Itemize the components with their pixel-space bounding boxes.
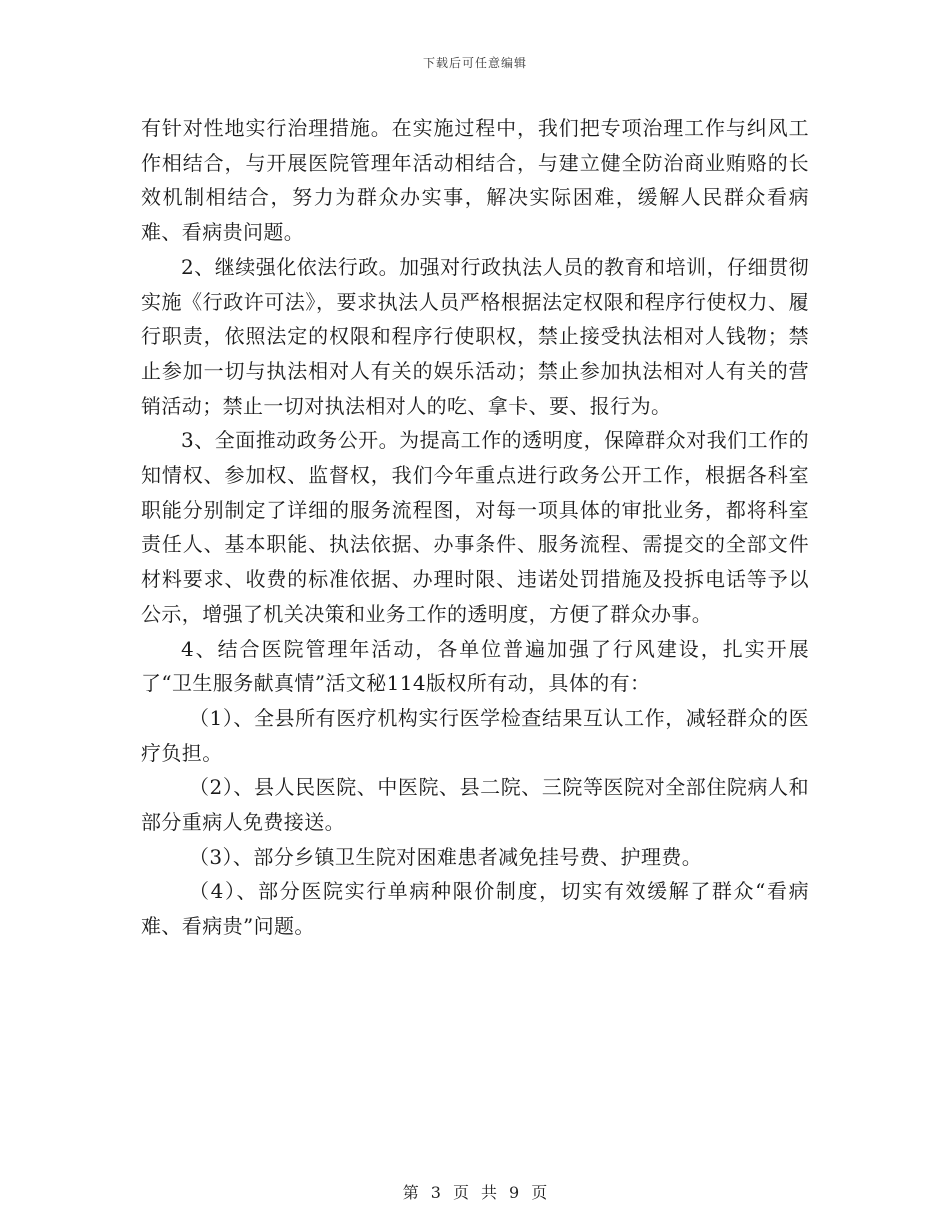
footer-page-word: 页 — [452, 1183, 469, 1202]
paragraph-subitem-1: （1）、全县所有医疗机构实行医学检查结果互认工作，减轻群众的医疗负担。 — [141, 705, 809, 765]
paragraph-continuation: 有针对性地实行治理措施。在实施过程中，我们把专项治理工作与纠风工作相结合，与开展医院管理年活动相结合，与建立健全防治商业贿赂的长效机制相结合，努力为群众办实事，解决实际困难，缓解人民群众看病难、看病贵问题。 — [141, 116, 809, 245]
paragraph-subitem-2: （2）、县人民医院、中医院、县二院、三院等医院对全部住院病人和部分重病人免费接送。 — [141, 775, 809, 835]
document-body — [141, 111, 809, 944]
paragraph-item-4: 4、结合医院管理年活动，各单位普遍加强了行风建设，扎实开展了“卫生服务献真情”活文秘114版权所有动，具体的有： — [141, 636, 809, 696]
footer-total-word: 共 — [481, 1183, 498, 1202]
total-page-number: 9 — [509, 1183, 520, 1202]
footer-suffix: 页 — [531, 1183, 548, 1202]
paragraph-item-2: 2、继续强化依法行政。加强对行政执法人员的教育和培训，仔细贯彻实施《行政许可法》，要求执法人员严格根据法定权限和程序行使权力、履行职责，依照法定的权限和程序行使职权，禁止接受执法相对人钱物；禁止参加一切与执法相对人有关的娱乐活动；禁止参加执法相对人有关的营销活动；禁止一切对执法相对人的吃、拿卡、要、报行为。 — [141, 254, 809, 418]
paragraph-subitem-4: （4）、部分医院实行单病种限价制度，切实有效缓解了群众“看病难、看病贵”问题。 — [141, 879, 809, 939]
page-header: 下载后可任意编辑 — [422, 56, 527, 70]
current-page-number: 3 — [430, 1183, 441, 1202]
paragraph-item-3: 3、全面推动政务公开。为提高工作的透明度，保障群众对我们工作的知情权、参加权、监督权，我们今年重点进行政务公开工作，根据各科室职能分别制定了详细的服务流程图，对每一项具体的审批业务，都将科室责任人、基本职能、执法依据、办事条件、服务流程、需提交的全部文件材料要求、收费的标准依据、办理时限、违诺处罚措施及投拆电话等予以公示，增强了机关决策和业务工作的透明度，方便了群众办事。 — [141, 428, 809, 626]
footer-prefix: 第 — [402, 1183, 419, 1202]
paragraph-subitem-3: （3）、部分乡镇卫生院对困难患者减免挂号费、护理费。 — [189, 844, 703, 869]
page-footer — [0, 1180, 950, 1203]
